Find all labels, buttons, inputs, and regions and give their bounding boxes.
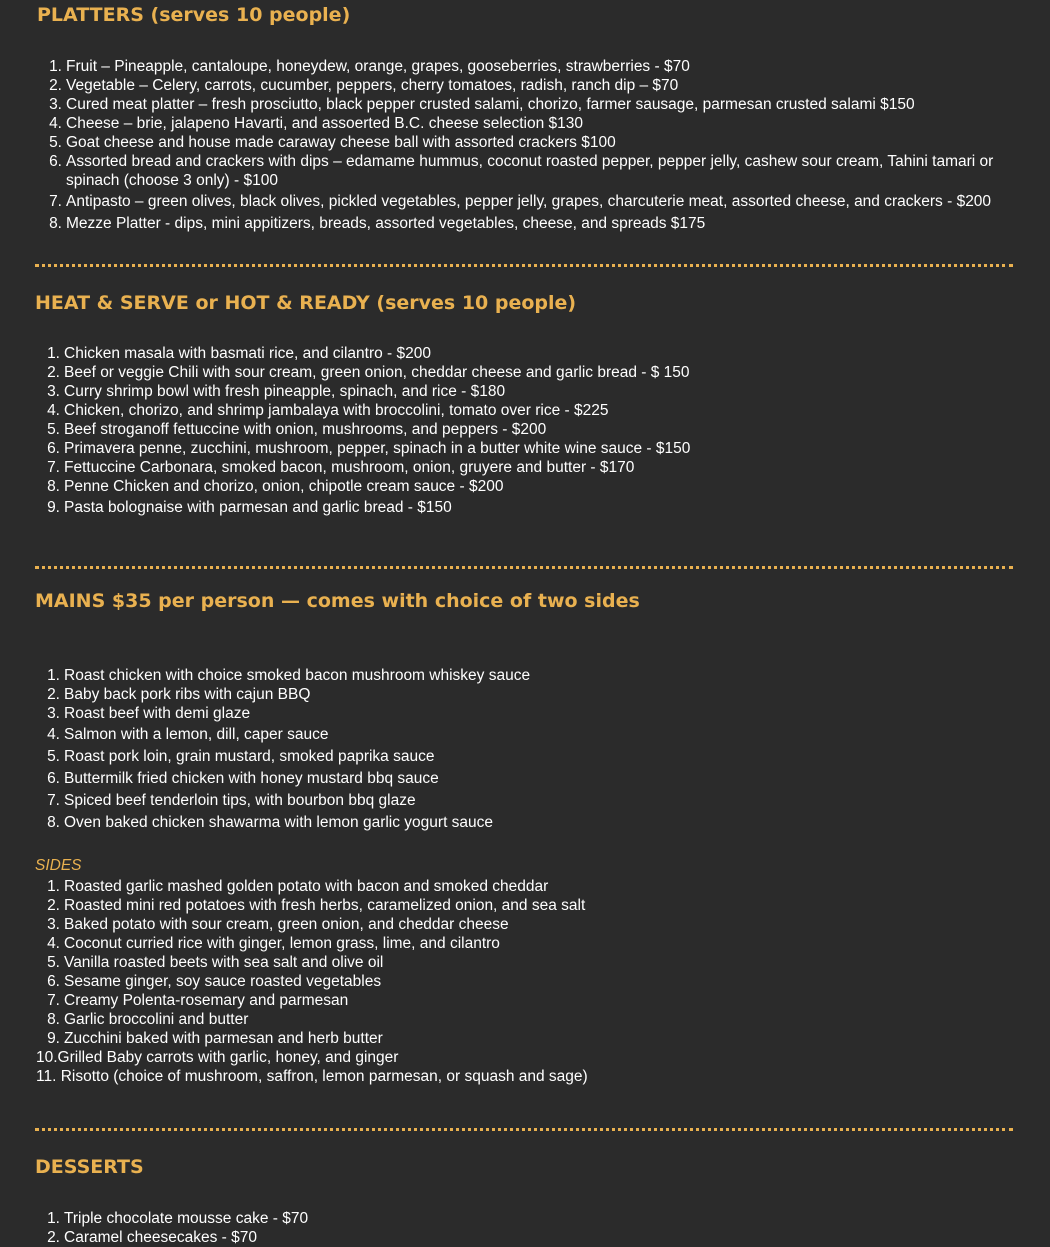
section-divider: [35, 1128, 1013, 1131]
list-item: 5. Roast pork loin, grain mustard, smoked paprika sauce: [47, 748, 435, 765]
list-item: 8. Penne Chicken and chorizo, onion, chipotle cream sauce - $200: [47, 478, 504, 495]
heat-serve-title: HEAT & SERVE or HOT & READY (serves 10 people): [35, 292, 577, 314]
list-item: 4. Cheese – brie, jalapeno Havarti, and assoerted B.C. cheese selection $130: [49, 115, 583, 132]
list-item: 2. Beef or veggie Chili with sour cream, green onion, cheddar cheese and garlic bread - $ 150: [47, 364, 690, 381]
list-item: 7. Creamy Polenta-rosemary and parmesan: [47, 992, 349, 1009]
list-item: 5. Vanilla roasted beets with sea salt and olive oil: [47, 954, 384, 971]
list-item: 5. Goat cheese and house made caraway cheese ball with assorted crackers $100: [49, 134, 616, 151]
list-item: 1. Chicken masala with basmati rice, and cilantro - $200: [47, 345, 432, 362]
list-item: 11. Risotto (choice of mushroom, saffron, lemon parmesan, or squash and sage): [36, 1068, 588, 1085]
list-item: 5. Beef stroganoff fettuccine with onion, mushrooms, and peppers - $200: [47, 421, 547, 438]
list-item: 1. Triple chocolate mousse cake - $70: [47, 1210, 309, 1227]
list-item: 2. Baby back pork ribs with cajun BBQ: [47, 686, 311, 703]
list-item: 6. Buttermilk fried chicken with honey mustard bbq sauce: [47, 770, 439, 787]
list-item: 3. Baked potato with sour cream, green onion, and cheddar cheese: [47, 916, 509, 933]
list-item: 8. Oven baked chicken shawarma with lemon garlic yogurt sauce: [47, 814, 494, 831]
list-item: 7. Spiced beef tenderloin tips, with bourbon bbq glaze: [47, 792, 416, 809]
list-item: 1. Roasted garlic mashed golden potato with bacon and smoked cheddar: [47, 878, 549, 895]
list-item: 4. Coconut curried rice with ginger, lemon grass, lime, and cilantro: [47, 935, 500, 952]
list-item: 2. Roasted mini red potatoes with fresh herbs, caramelized onion, and sea salt: [47, 897, 586, 914]
list-item: 9. Pasta bolognaise with parmesan and garlic bread - $150: [47, 499, 452, 516]
list-item: 6. Assorted bread and crackers with dips – edamame hummus, coconut roasted pepper, pepper jelly, cashew sour cream, Tahini tamari or spinach (choose 3 only) - $100: [49, 153, 994, 189]
list-item: 3. Curry shrimp bowl with fresh pineapple, spinach, and rice - $180: [47, 383, 506, 400]
list-item: 3. Cured meat platter – fresh prosciutto, black pepper crusted salami, chorizo, farmer sausage, parmesan crusted salami $150: [49, 96, 915, 113]
sides-list: [34, 877, 1014, 1086]
desserts-list: [34, 1209, 1014, 1247]
section-divider: [35, 264, 1013, 267]
heat-serve-list: [34, 344, 1014, 517]
list-item: 10.Grilled Baby carrots with garlic, honey, and ginger: [36, 1049, 399, 1066]
platters-list: [36, 57, 1021, 233]
list-item: 2. Vegetable – Celery, carrots, cucumber, peppers, cherry tomatoes, radish, ranch dip – $70: [49, 77, 679, 94]
list-item: 7. Fettuccine Carbonara, smoked bacon, mushroom, onion, gruyere and butter - $170: [47, 459, 635, 476]
mains-title: MAINS $35 per person — comes with choice of two sides: [35, 590, 640, 612]
list-item: 1. Fruit – Pineapple, cantaloupe, honeydew, orange, grapes, gooseberries, strawberries - $70: [49, 58, 690, 75]
list-item: 1. Roast chicken with choice smoked bacon mushroom whiskey sauce: [47, 667, 531, 684]
platters-title: PLATTERS (serves 10 people): [37, 4, 351, 26]
list-item: 4. Chicken, chorizo, and shrimp jambalaya with broccolini, tomato over rice - $225: [47, 402, 609, 419]
list-item: 4. Salmon with a lemon, dill, caper sauce: [47, 726, 329, 743]
list-item: 9. Zucchini baked with parmesan and herb butter: [47, 1030, 383, 1047]
section-divider: [35, 566, 1013, 569]
list-item: 7. Antipasto – green olives, black olives, pickled vegetables, pepper jelly, grapes, charcuterie meat, assorted cheese, and crackers - $200: [49, 193, 992, 210]
list-item: 2. Caramel cheesecakes - $70: [47, 1229, 257, 1246]
list-item: 6. Primavera penne, zucchini, mushroom, pepper, spinach in a butter white wine sauce - $150: [47, 440, 691, 457]
sides-label: SIDES: [35, 857, 82, 874]
desserts-title: DESSERTS: [35, 1156, 144, 1178]
mains-list: [34, 666, 1014, 832]
list-item: 8. Mezze Platter - dips, mini appitizers, breads, assorted vegetables, cheese, and spreads $175: [49, 215, 706, 232]
list-item: 6. Sesame ginger, soy sauce roasted vegetables: [47, 973, 382, 990]
list-item: 8. Garlic broccolini and butter: [47, 1011, 249, 1028]
list-item: 3. Roast beef with demi glaze: [47, 705, 251, 722]
